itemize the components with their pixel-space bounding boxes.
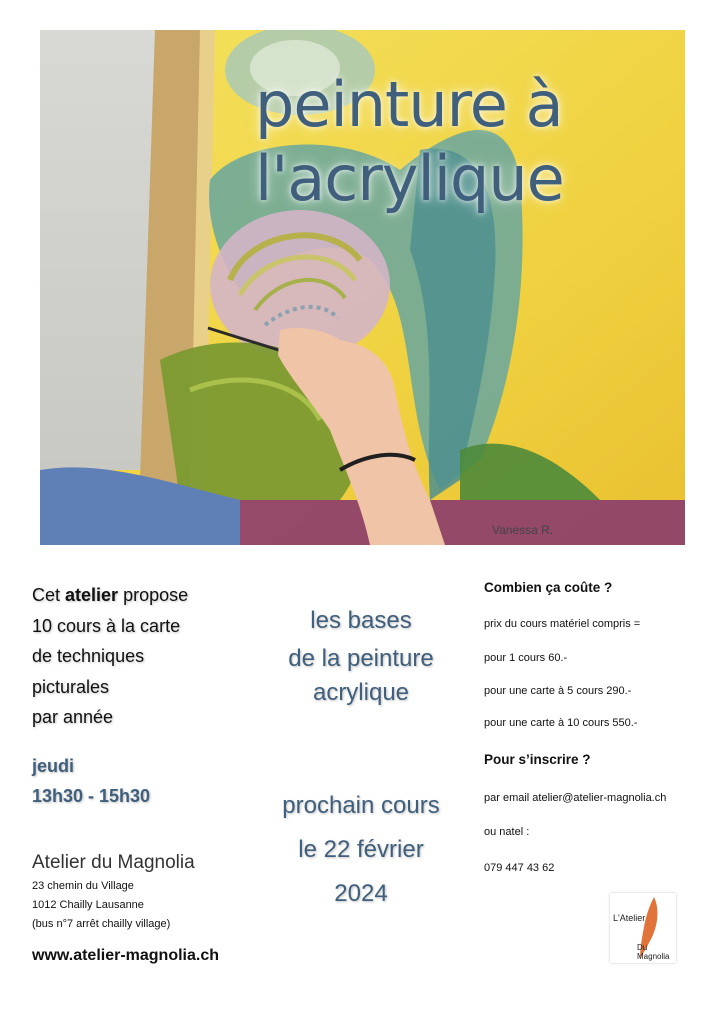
intro-post: propose	[118, 585, 189, 605]
course-line-2: de la peinture	[288, 645, 434, 672]
logo-line-2: Du Magnolia	[637, 943, 670, 961]
signup-email[interactable]: par email atelier@atelier-magnolia.ch	[484, 792, 667, 804]
pricing-intro: prix du cours matériel compris =	[484, 618, 641, 630]
pricing-heading: Combien ça coûte ?	[484, 580, 613, 595]
intro-line-5: par année	[32, 707, 114, 727]
course-info	[258, 602, 464, 916]
website-link[interactable]: www.atelier-magnolia.ch	[32, 947, 220, 964]
address-line-1: 23 chemin du Village	[32, 880, 134, 892]
title-line-1: peinture à	[255, 68, 563, 141]
intro-bold: atelier	[65, 585, 119, 605]
logo-line-1: L'Atelier	[613, 913, 646, 923]
spacer	[258, 708, 464, 784]
price-card-10: pour une carte à 10 cours 550.-	[484, 717, 638, 729]
schedule-time: 13h30 - 15h30	[32, 785, 151, 806]
poster-title	[255, 68, 564, 216]
intro-pre: Cet	[32, 585, 66, 605]
signup-phone-label: ou natel :	[484, 826, 530, 838]
course-line-1: les bases	[310, 607, 412, 634]
intro-line-4: picturales	[32, 676, 110, 697]
course-line-3: acrylique	[312, 679, 410, 706]
next-course-line-2: le 22 février	[298, 836, 424, 863]
atelier-name: Atelier du Magnolia	[32, 852, 195, 873]
atelier-logo	[610, 893, 676, 963]
intro-line-3: de techniques	[32, 646, 145, 666]
schedule	[32, 751, 262, 811]
intro-line-2: 10 cours à la carte	[32, 615, 181, 636]
price-card-5: pour une carte à 5 cours 290.-	[484, 685, 632, 697]
next-course-line-1: prochain cours	[282, 792, 440, 819]
intro-line-1	[32, 580, 262, 611]
intro-text	[32, 580, 262, 733]
photo-credit: Vanessa R.	[492, 523, 554, 537]
address-line-2: 1012 Chailly Lausanne	[32, 899, 144, 911]
atelier-address	[32, 877, 170, 934]
title-line-2: l'acrylique	[255, 142, 564, 215]
left-column	[32, 580, 262, 811]
price-single: pour 1 cours 60.-	[484, 652, 568, 664]
next-course-line-3: 2024	[334, 880, 388, 907]
address-line-3: (bus n°7 arrêt chailly village)	[32, 918, 171, 930]
schedule-day: jeudi	[32, 755, 75, 776]
signup-phone[interactable]: 079 447 43 62	[484, 862, 555, 874]
signup-heading: Pour s’inscrire ?	[484, 752, 591, 767]
